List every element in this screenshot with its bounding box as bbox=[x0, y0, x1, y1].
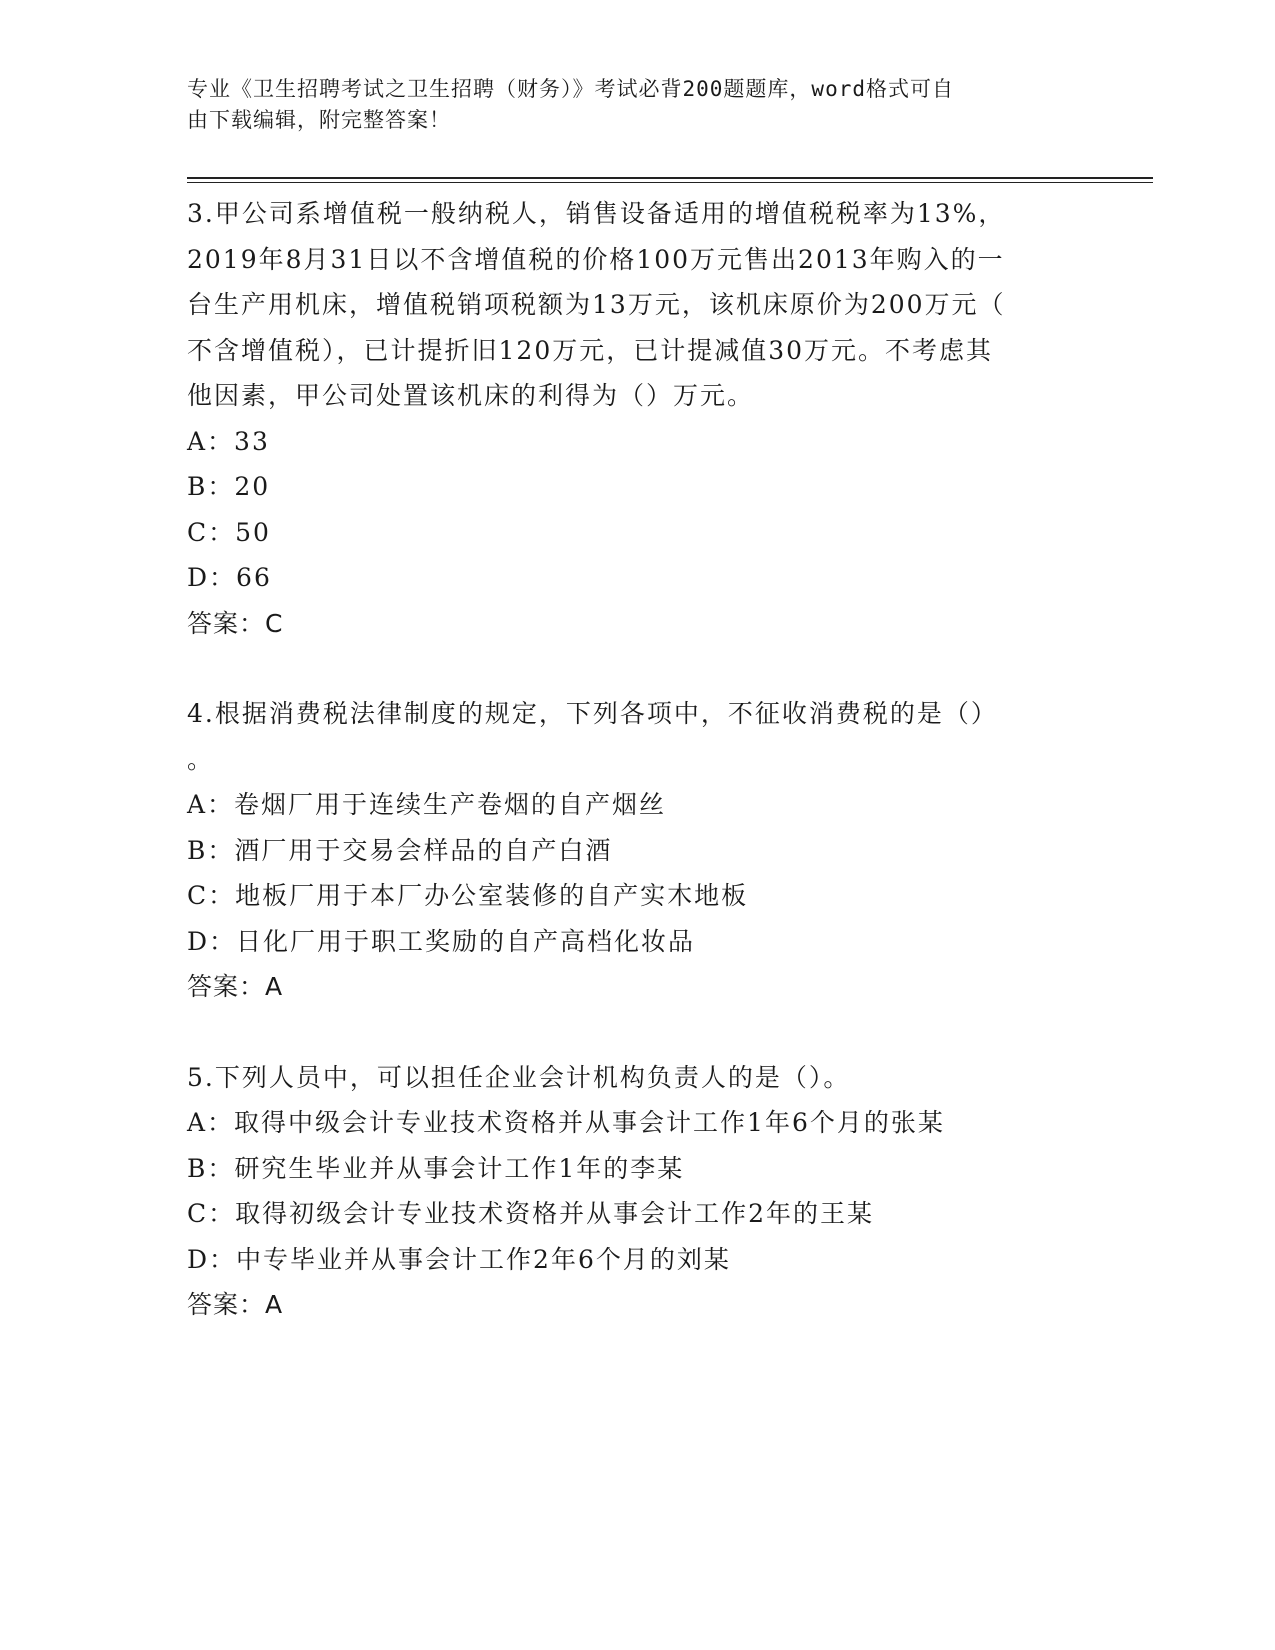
stem-line: 不含增值税），已计提折旧120万元，已计提减值30万元。不考虑其 bbox=[187, 335, 994, 365]
header-line-2: 由下载编辑，附完整答案！ bbox=[187, 108, 451, 132]
question-stem bbox=[187, 691, 1067, 782]
document-header bbox=[187, 74, 1067, 136]
option-c: C：50 bbox=[187, 517, 271, 547]
question-spacer bbox=[187, 646, 1087, 691]
stem-line: 他因素，甲公司处置该机床的利得为（）万元。 bbox=[187, 381, 755, 410]
option-b: B：研究生毕业并从事会计工作1年的李某 bbox=[187, 1153, 685, 1183]
option-a: A：卷烟厂用于连续生产卷烟的自产烟丝 bbox=[187, 790, 667, 819]
question-stem bbox=[187, 191, 1067, 419]
stem-line: 台生产用机床，增值税销项税额为13万元，该机床原价为200万元（ bbox=[187, 290, 1006, 319]
answer-line: 答案：A bbox=[187, 972, 284, 1001]
question-list bbox=[187, 191, 1087, 1328]
answer-line: 答案：C bbox=[187, 608, 284, 638]
option-c: C：取得初级会计专业技术资格并从事会计工作2年的王某 bbox=[187, 1199, 875, 1228]
question-3 bbox=[187, 191, 1087, 646]
option-d: D：中专毕业并从事会计工作2年6个月的刘某 bbox=[187, 1244, 731, 1274]
question-4 bbox=[187, 691, 1087, 1010]
option-c: C：地板厂用于本厂办公室装修的自产实木地板 bbox=[187, 881, 749, 910]
option-a: A：取得中级会计专业技术资格并从事会计工作1年6个月的张某 bbox=[187, 1108, 945, 1137]
question-stem bbox=[187, 1055, 1067, 1101]
stem-line: 3.甲公司系增值税一般纳税人，销售设备适用的增值税税率为13%， bbox=[187, 199, 1006, 228]
stem-line: 5.下列人员中，可以担任企业会计机构负责人的是（）。 bbox=[187, 1062, 851, 1092]
option-a: A：33 bbox=[187, 426, 270, 456]
option-d: D：日化厂用于职工奖励的自产高档化妆品 bbox=[187, 926, 696, 956]
stem-line: 。 bbox=[187, 744, 215, 774]
question-5 bbox=[187, 1055, 1087, 1328]
option-b: B：酒厂用于交易会样品的自产白酒 bbox=[187, 835, 613, 865]
header-rule-thick bbox=[187, 177, 1153, 179]
option-d: D：66 bbox=[187, 563, 272, 592]
stem-line: 4.根据消费税法律制度的规定，下列各项中，不征收消费税的是（） bbox=[187, 699, 998, 728]
answer-line: 答案：A bbox=[187, 1290, 284, 1319]
question-spacer bbox=[187, 1010, 1087, 1055]
header-rule-thin bbox=[187, 182, 1153, 183]
stem-line: 2019年8月31日以不含增值税的价格100万元售出2013年购入的一 bbox=[187, 244, 1005, 274]
option-b: B：20 bbox=[187, 472, 271, 501]
header-line-1: 专业《卫生招聘考试之卫生招聘（财务）》考试必背200题题库，word格式可自 bbox=[187, 77, 954, 101]
